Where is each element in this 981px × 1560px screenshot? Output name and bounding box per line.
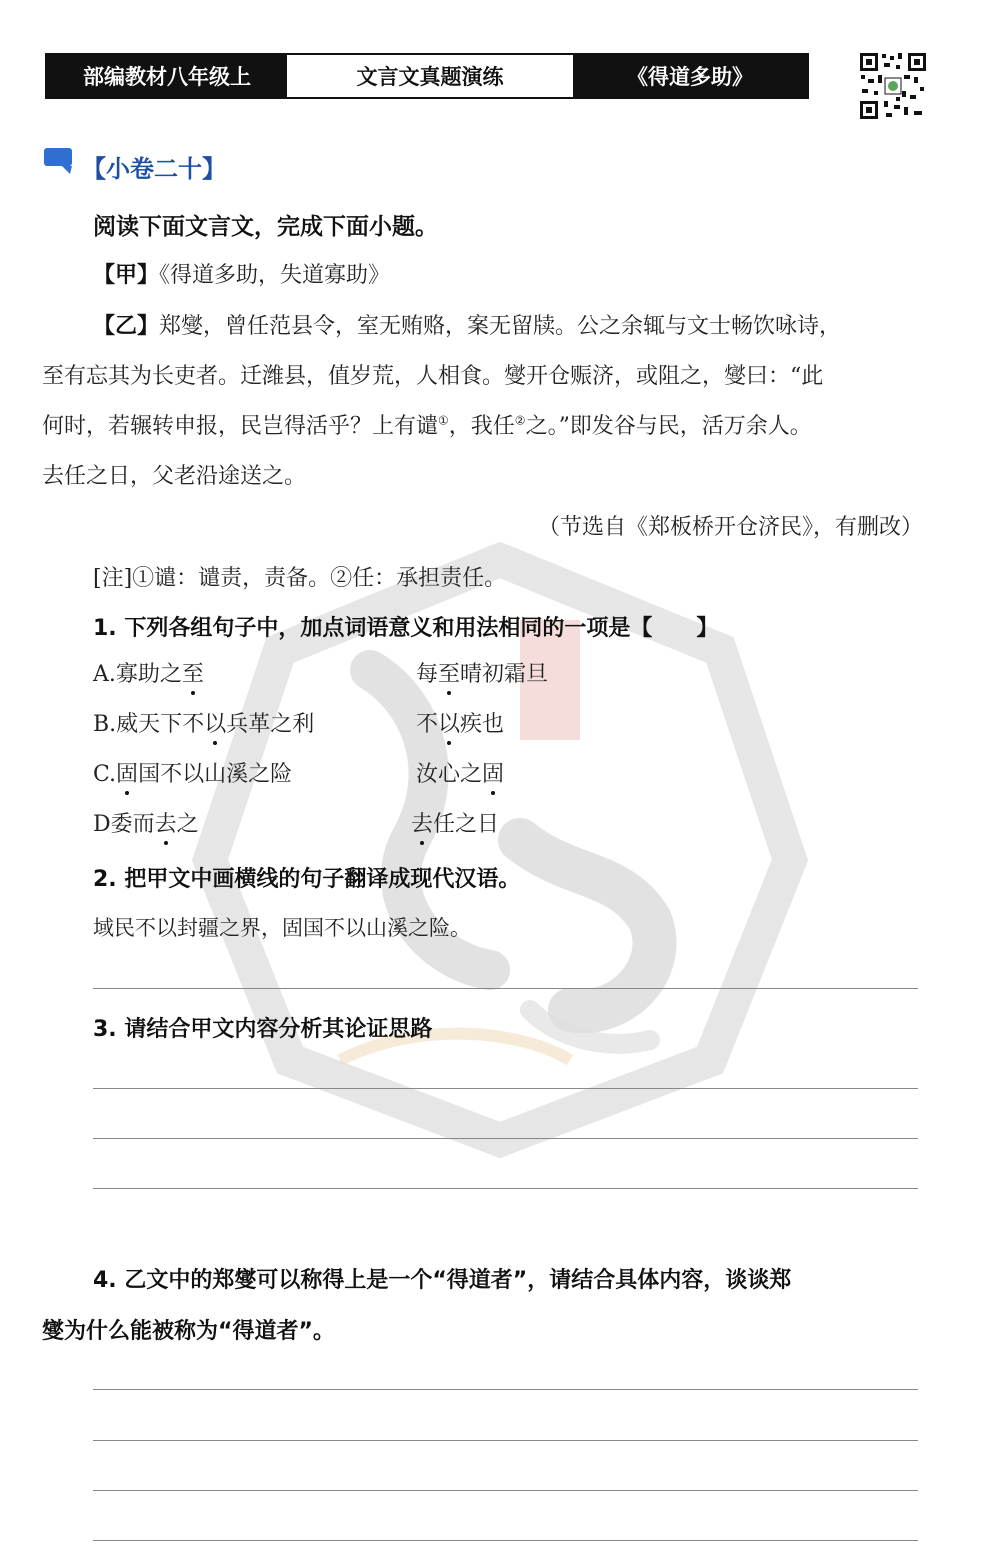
chat-bubble-icon — [44, 148, 74, 174]
instruction: 阅读下面文言文，完成下面小题。 — [93, 214, 438, 240]
passage-jia-tag: 【甲】 — [93, 263, 160, 288]
option-a-right-dotted: 至 — [438, 657, 460, 688]
option-b-right-post: 疾也 — [460, 712, 505, 737]
option-c-left — [93, 757, 292, 788]
option-d-right — [411, 807, 499, 838]
option-b-right-dotted: 以 — [438, 707, 460, 738]
option-a-left-pre: 寡助之 — [115, 662, 182, 687]
option-b-left — [93, 707, 314, 738]
footnote: [注]①谴：谴责，责备。②任：承担责任。 — [93, 566, 507, 591]
answer-line-q3-1[interactable] — [93, 1088, 918, 1089]
passage-yi-text-1: 郑燮，曾任范县令，室无贿赂，案无留牍。公之余辄与文士畅饮咏诗， — [159, 314, 842, 339]
option-a-right — [416, 657, 548, 688]
option-c-right-pre: 汝心之 — [416, 762, 483, 787]
header-bar — [45, 53, 809, 99]
question-3-stem: 3. 请结合甲文内容分析其论证思路 — [93, 1017, 433, 1042]
answer-line-q4-4[interactable] — [93, 1540, 918, 1541]
question-4-stem-line-1: 4. 乙文中的郑燮可以称得上是一个“得道者”，请结合具体内容，谈谈郑 — [93, 1268, 792, 1293]
section-title: 【小卷二十】 — [82, 155, 226, 183]
passage-source: （节选自《郑板桥开仓济民》，有删改） — [537, 515, 923, 540]
option-b-label: B. — [93, 712, 117, 737]
option-c-label: C. — [93, 762, 117, 787]
header-lesson: 《得道多助》 — [573, 55, 807, 97]
option-c-left-post: 国不以山溪之险 — [138, 762, 293, 787]
option-b-left-post: 兵革之利 — [226, 712, 315, 737]
option-d-left-pre: 委而 — [110, 812, 155, 837]
passage-jia — [93, 258, 933, 289]
option-d-label: D — [93, 812, 111, 837]
question-2-stem: 2. 把甲文中画横线的句子翻译成现代汉语。 — [93, 867, 521, 892]
passage-yi-line-1 — [93, 309, 933, 340]
answer-line-q3-2[interactable] — [93, 1138, 918, 1139]
passage-yi-text-3c: 之。”即发谷与民，活万余人。 — [525, 414, 812, 439]
passage-jia-title: 《得道多助，失道寡助》 — [159, 263, 391, 288]
question-1-stem: 1. 下列各组句子中，加点词语意义和用法相同的一项是【 】 — [93, 616, 719, 641]
option-d-left-post: 之 — [176, 812, 199, 837]
answer-line-q4-1[interactable] — [93, 1389, 918, 1390]
passage-yi-line-2: 至有忘其为长吏者。迁潍县，值岁荒，人相食。燮开仓赈济，或阻之，燮曰：“此 — [42, 364, 824, 389]
option-a-right-post: 晴初霜旦 — [460, 662, 549, 687]
option-c-left-dotted: 固 — [116, 757, 138, 788]
qr-code-icon — [858, 51, 928, 121]
passage-yi-line-3 — [42, 409, 933, 440]
option-a-right-pre: 每 — [416, 662, 439, 687]
option-b-right — [416, 707, 504, 738]
option-c-right — [416, 757, 504, 788]
passage-yi-line-4: 去任之日，父老沿途送之。 — [42, 464, 307, 489]
footnote-marker-1: ① — [438, 413, 449, 428]
option-c-right-dotted: 固 — [482, 757, 504, 788]
passage-yi-text-3b: ，我任 — [448, 414, 515, 439]
option-d-left-dotted: 去 — [155, 807, 177, 838]
passage-yi-text-3a: 何时，若辗转申报，民岂得活乎？上有谴 — [42, 414, 439, 439]
footnote-marker-2: ② — [514, 413, 526, 428]
answer-line-q3-3[interactable] — [93, 1188, 918, 1189]
option-a-left — [93, 657, 204, 688]
option-a-label: A. — [93, 662, 116, 687]
question-4-stem-line-2: 燮为什么能被称为“得道者”。 — [42, 1319, 335, 1344]
option-d-right-post: 任之日 — [433, 812, 500, 837]
question-2-sentence: 域民不以封疆之界，固国不以山溪之险。 — [93, 916, 471, 940]
header-category: 文言文真题演练 — [287, 55, 573, 97]
passage-yi-tag: 【乙】 — [93, 314, 160, 339]
option-b-left-pre: 威天下不 — [116, 712, 205, 737]
answer-line-q4-2[interactable] — [93, 1440, 918, 1441]
option-d-right-dotted: 去 — [411, 807, 433, 838]
option-a-left-dotted: 至 — [182, 657, 204, 688]
answer-line-q2[interactable] — [93, 988, 918, 989]
option-b-left-dotted: 以 — [204, 707, 226, 738]
option-d-left — [93, 807, 199, 838]
header-grade: 部编教材八年级上 — [47, 55, 287, 97]
option-b-right-pre: 不 — [416, 712, 439, 737]
answer-line-q4-3[interactable] — [93, 1490, 918, 1491]
